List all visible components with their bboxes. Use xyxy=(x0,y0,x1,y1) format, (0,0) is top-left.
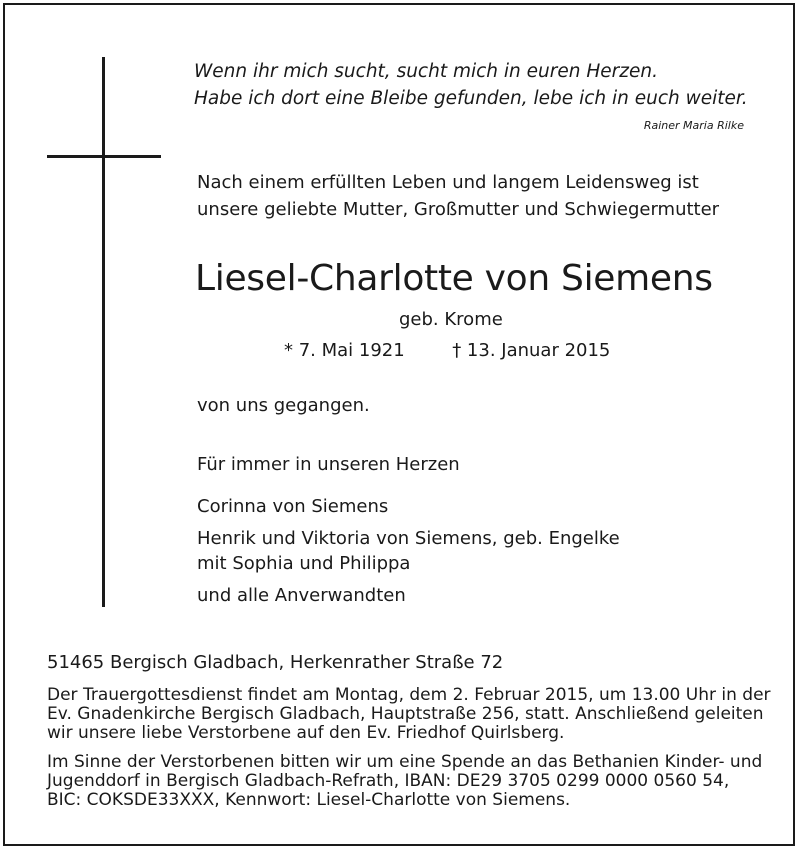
death-date: † 13. Januar 2015 xyxy=(452,340,611,361)
life-dates xyxy=(284,340,610,361)
service-line-1: Der Trauergottesdienst findet am Montag, dem 2. Februar 2015, um 13.00 Uhr in der xyxy=(47,685,771,705)
quote-line-1: Wenn ihr mich sucht, sucht mich in euren Herzen. xyxy=(194,61,658,82)
mourner-2: Henrik und Viktoria von Siemens, geb. Engelke xyxy=(197,528,620,549)
donation-line-3: BIC: COKSDE33XXX, Kennwort: Liesel-Charlotte von Siemens. xyxy=(47,790,571,810)
service-line-3: wir unsere liebe Verstorbene auf den Ev. Friedhof Quirlsberg. xyxy=(47,723,565,743)
address: 51465 Bergisch Gladbach, Herkenrather Straße 72 xyxy=(47,652,504,673)
quote-line-2: Habe ich dort eine Bleibe gefunden, lebe ich in euch weiter. xyxy=(194,88,748,109)
intro-line-1: Nach einem erfüllten Leben und langem Leidensweg ist xyxy=(197,172,699,193)
birth-name: geb. Krome xyxy=(399,309,503,330)
mourner-4: und alle Anverwandten xyxy=(197,585,406,606)
gone-text: von uns gegangen. xyxy=(197,395,370,416)
donation-line-2: Jugenddorf in Bergisch Gladbach-Refrath, IBAN: DE29 3705 0299 0000 0560 54, xyxy=(47,771,730,791)
mourner-3: mit Sophia und Philippa xyxy=(197,553,411,574)
quote-author: Rainer Maria Rilke xyxy=(643,119,744,132)
cross-icon-vertical xyxy=(102,57,105,607)
forever-text: Für immer in unseren Herzen xyxy=(197,454,460,475)
mourner-1: Corinna von Siemens xyxy=(197,496,389,517)
birth-date: * 7. Mai 1921 xyxy=(284,340,405,361)
donation-line-1: Im Sinne der Verstorbenen bitten wir um eine Spende an das Bethanien Kinder- und xyxy=(47,752,763,772)
cross-icon-horizontal xyxy=(47,155,161,158)
intro-line-2: unsere geliebte Mutter, Großmutter und Schwiegermutter xyxy=(197,199,720,220)
deceased-name: Liesel-Charlotte von Siemens xyxy=(195,258,713,299)
service-line-2: Ev. Gnadenkirche Bergisch Gladbach, Hauptstraße 256, statt. Anschließend geleiten xyxy=(47,704,764,724)
